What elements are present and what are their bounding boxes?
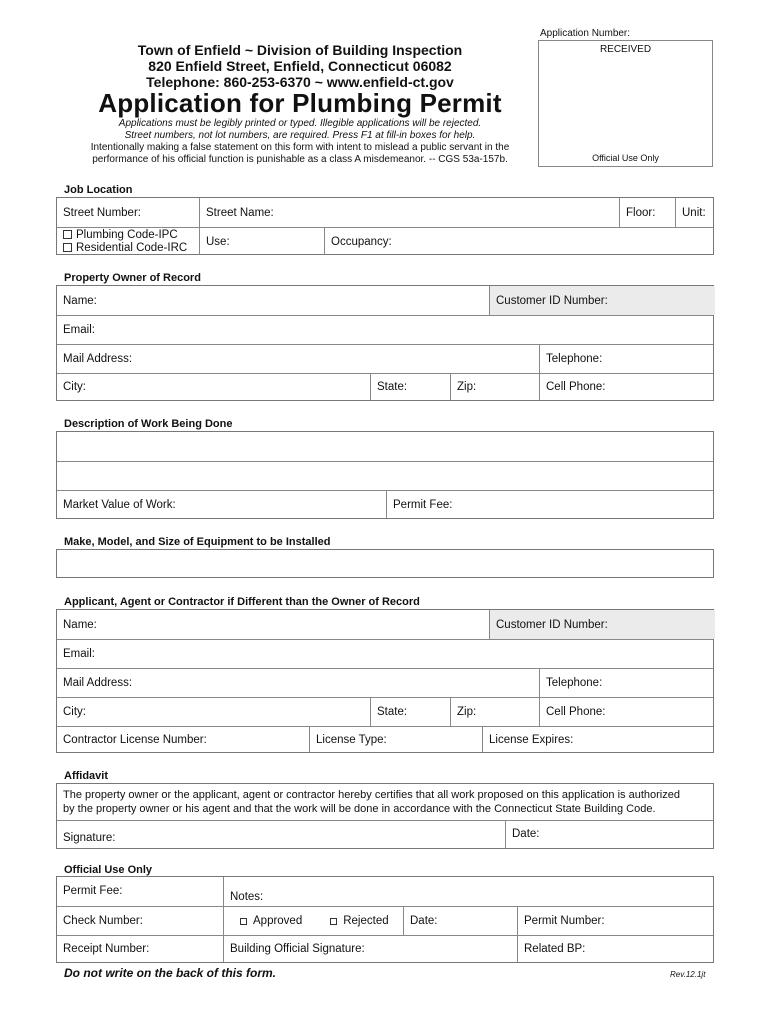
page-title: Application for Plumbing Permit xyxy=(98,88,502,118)
official-date-label: Date: xyxy=(410,915,438,927)
job-location-heading: Job Location xyxy=(64,184,133,196)
check-number-label: Check Number: xyxy=(63,915,143,927)
notice-4: performance of his official function is punishable as a class A misdemeanor. -- CGS 53a-157b. xyxy=(92,154,508,165)
applicant-mail-label: Mail Address: xyxy=(63,677,133,689)
applicant-customer-id-label: Customer ID Number: xyxy=(496,618,608,631)
license-expires-label: License Expires: xyxy=(489,733,574,746)
official-use-heading: Official Use Only xyxy=(64,864,153,876)
code-ipc-option[interactable] xyxy=(63,229,178,242)
license-number-field[interactable] xyxy=(57,727,309,752)
application-number-label: Application Number: xyxy=(540,28,631,39)
license-type-field[interactable] xyxy=(309,727,482,752)
applicant-cell-field[interactable] xyxy=(539,698,715,726)
owner-state-field[interactable] xyxy=(370,374,450,400)
notes-label: Notes: xyxy=(230,891,264,903)
owner-state-label: State: xyxy=(377,381,408,393)
equipment-field[interactable] xyxy=(57,550,713,577)
street-number-label: Street Number: xyxy=(63,206,141,219)
code-ipc-label: Plumbing Code-IPC xyxy=(76,228,178,241)
owner-city-field[interactable] xyxy=(57,374,370,400)
code-selection xyxy=(57,228,199,255)
owner-telephone-label: Telephone: xyxy=(546,353,603,365)
applicant-heading: Applicant, Agent or Contractor if Different than the Owner of Record xyxy=(64,596,420,608)
applicant-state-field[interactable] xyxy=(370,698,450,726)
unit-field[interactable] xyxy=(675,198,715,227)
official-permit-fee-field[interactable] xyxy=(57,877,223,906)
owner-zip-field[interactable] xyxy=(450,374,539,400)
applicant-mail-field[interactable] xyxy=(57,669,539,697)
applicant-name-label: Name: xyxy=(63,618,97,631)
owner-grid xyxy=(56,285,714,401)
applicant-email-label: Email: xyxy=(63,648,95,660)
code-irc-checkbox[interactable] xyxy=(63,243,72,252)
affidavit-text-line-2: by the property owner or his agent and that the work will be done in accordance with the Connecticut State Building Code. xyxy=(63,803,656,815)
floor-field[interactable] xyxy=(619,198,675,227)
owner-cell-field[interactable] xyxy=(539,374,715,400)
approved-option[interactable] xyxy=(240,915,302,927)
owner-name-label: Name: xyxy=(63,294,97,307)
official-date-field[interactable] xyxy=(403,907,517,935)
license-number-label: Contractor License Number: xyxy=(63,733,207,746)
header-line-3: Telephone: 860-253-6370 ~ www.enfield-ct.gov xyxy=(146,74,454,90)
applicant-cell-label: Cell Phone: xyxy=(546,706,606,718)
owner-cell-label: Cell Phone: xyxy=(546,381,606,393)
related-bp-label: Related BP: xyxy=(524,943,586,955)
use-field[interactable] xyxy=(199,228,324,255)
applicant-grid xyxy=(56,609,714,753)
equipment-heading: Make, Model, and Size of Equipment to be Installed xyxy=(64,536,331,548)
work-heading: Description of Work Being Done xyxy=(64,418,233,430)
building-signature-label: Building Official Signature: xyxy=(230,943,365,955)
occupancy-field[interactable] xyxy=(324,228,715,255)
official-permit-fee-label: Permit Fee: xyxy=(63,885,123,897)
work-permit-fee-label: Permit Fee: xyxy=(393,498,453,511)
application-number-box[interactable] xyxy=(538,40,713,167)
applicant-email-field[interactable] xyxy=(57,640,715,668)
job-location-grid xyxy=(56,197,714,255)
notice-3: Intentionally making a false statement on this form with intent to mislead a public servant in the xyxy=(90,142,510,153)
applicant-telephone-label: Telephone: xyxy=(546,677,603,689)
applicant-city-label: City: xyxy=(63,706,86,718)
owner-city-label: City: xyxy=(63,381,86,393)
owner-telephone-field[interactable] xyxy=(539,345,715,373)
applicant-name-field[interactable] xyxy=(57,610,489,639)
approval-options xyxy=(223,907,403,935)
revision-label: Rev.12.1jt xyxy=(670,970,706,979)
street-number-field[interactable] xyxy=(57,198,199,227)
applicant-zip-field[interactable] xyxy=(450,698,539,726)
building-signature-field[interactable] xyxy=(223,936,517,962)
applicant-zip-label: Zip: xyxy=(457,706,477,718)
code-irc-option[interactable] xyxy=(63,242,187,255)
applicant-telephone-field[interactable] xyxy=(539,669,715,697)
receipt-number-field[interactable] xyxy=(57,936,223,962)
notice-2: Street numbers, not lot numbers, are required. Press F1 at fill-in boxes for help. xyxy=(124,130,476,141)
applicant-city-field[interactable] xyxy=(57,698,370,726)
owner-mail-field[interactable] xyxy=(57,345,539,373)
owner-email-field[interactable] xyxy=(57,316,715,344)
notes-field[interactable] xyxy=(223,877,715,906)
street-name-field[interactable] xyxy=(199,198,619,227)
official-use-small-label: Official Use Only xyxy=(592,153,659,163)
owner-customer-id-label: Customer ID Number: xyxy=(496,294,608,307)
receipt-number-label: Receipt Number: xyxy=(63,943,150,955)
affidavit-heading: Affidavit xyxy=(64,770,108,782)
owner-customer-id-field[interactable] xyxy=(489,286,715,315)
approved-label: Approved xyxy=(253,915,303,927)
affidavit-grid xyxy=(56,783,714,849)
signature-field[interactable] xyxy=(57,821,505,848)
floor-label: Floor: xyxy=(626,206,656,219)
received-label: RECEIVED xyxy=(599,44,652,55)
affidavit-text xyxy=(57,784,713,820)
affidavit-date-label: Date: xyxy=(512,828,540,840)
affidavit-text-line-1: The property owner or the applicant, agent or contractor hereby certifies that all work proposed on this application is authorized xyxy=(63,789,680,801)
signature-label: Signature: xyxy=(63,832,116,844)
rejected-checkbox[interactable] xyxy=(330,918,337,925)
official-use-grid xyxy=(56,876,714,963)
work-description-line-2[interactable] xyxy=(57,462,715,490)
owner-mail-label: Mail Address: xyxy=(63,353,133,365)
occupancy-label: Occupancy: xyxy=(331,235,392,248)
rejected-label: Rejected xyxy=(343,915,389,927)
header-line-1: Town of Enfield ~ Division of Building Inspection xyxy=(137,42,463,58)
code-ipc-checkbox[interactable] xyxy=(63,230,72,239)
permit-number-label: Permit Number: xyxy=(524,915,605,927)
work-grid xyxy=(56,431,714,519)
equipment-grid xyxy=(56,549,714,578)
applicant-customer-id-field[interactable] xyxy=(489,610,715,639)
owner-name-field[interactable] xyxy=(57,286,489,315)
check-number-field[interactable] xyxy=(57,907,223,935)
permit-number-field[interactable] xyxy=(517,907,715,935)
code-irc-label: Residential Code-IRC xyxy=(76,241,188,254)
footer-note: Do not write on the back of this form. xyxy=(64,966,277,980)
applicant-state-label: State: xyxy=(377,706,408,718)
license-type-label: License Type: xyxy=(316,733,387,746)
owner-email-label: Email: xyxy=(63,324,95,336)
related-bp-field[interactable] xyxy=(517,936,715,962)
work-permit-fee-field[interactable] xyxy=(386,491,715,518)
notice-1: Applications must be legibly printed or typed. Illegible applications will be rejected. xyxy=(118,118,482,129)
use-label: Use: xyxy=(206,235,230,248)
rejected-option[interactable] xyxy=(330,915,388,927)
approved-checkbox[interactable] xyxy=(240,918,247,925)
affidavit-date-field[interactable] xyxy=(505,821,715,848)
owner-heading: Property Owner of Record xyxy=(64,272,201,284)
unit-label: Unit: xyxy=(682,206,706,219)
header-line-2: 820 Enfield Street, Enfield, Connecticut 06082 xyxy=(148,58,452,74)
street-name-label: Street Name: xyxy=(206,206,274,219)
owner-zip-label: Zip: xyxy=(457,381,477,393)
market-value-label: Market Value of Work: xyxy=(63,498,176,511)
license-expires-field[interactable] xyxy=(482,727,715,752)
market-value-field[interactable] xyxy=(57,491,386,518)
work-description-line-1[interactable] xyxy=(57,432,715,461)
